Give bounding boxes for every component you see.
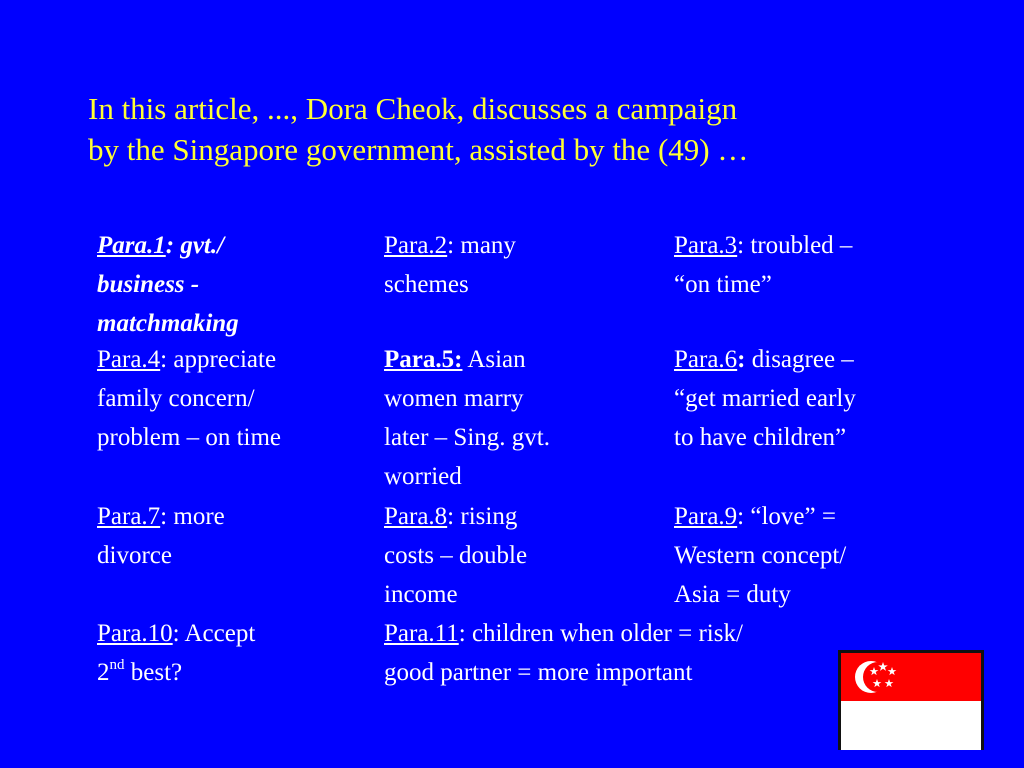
para-5-text-3: later – Sing. gvt. [384,424,550,451]
para-2-label: Para.2 [384,232,448,259]
para-9-label: Para.9 [674,503,738,530]
para-9-text-3: Asia = duty [674,581,791,608]
para-5-text: Asian [462,346,526,373]
para-1-text-2: business - [97,271,200,298]
para-8-label: Para.8 [384,503,448,530]
para-10-note [97,614,367,692]
para-4-text: : appreciate [160,346,277,373]
para-6-label: Para.6 [674,346,738,373]
crescent-stars-icon [841,653,981,701]
para-9-text: : “love” = [737,503,836,530]
para-7-label: Para.7 [97,503,161,530]
para-6-text-3: to have children” [674,424,847,451]
para-5-text-4: worried [384,463,462,490]
title-line-2: by the Singapore government, assisted by the (49) … [88,132,749,167]
para-1-label: Para.1 [97,232,166,259]
para-1-note [97,226,367,343]
para-1-text-3: matchmaking [97,310,239,337]
para-10-superscript: nd [109,656,125,673]
para-4-text-3: problem – on time [97,424,281,451]
para-9-note [674,497,944,614]
para-4-note [97,340,367,457]
para-7-note [97,497,367,575]
para-4-label: Para.4 [97,346,161,373]
para-3-label: Para.3 [674,232,738,259]
para-7-text: : more [160,503,225,530]
para-11-text-2: good partner = more important [384,659,693,686]
para-2-text-2: schemes [384,271,469,298]
para-6-note [674,340,944,457]
title-line-1: In this article, ..., Dora Cheok, discusses a campaign [88,91,738,126]
para-8-text-2: costs – double [384,542,528,569]
para-11-label: Para.11 [384,620,459,647]
para-11-text: : children when older = risk/ [458,620,743,647]
para-4-text-2: family concern/ [97,385,255,412]
para-10-text: : Accept [172,620,256,647]
para-1-text: : gvt./ [165,232,225,259]
para-2-text: : many [447,232,516,259]
para-3-text: : troubled – [737,232,853,259]
para-3-text-2: “on time” [674,271,772,298]
para-10-text-3: best? [124,659,183,686]
para-6-text-2: “get married early [674,385,856,412]
para-5-note [384,340,654,496]
para-6-colon: : [737,346,746,373]
para-2-note [384,226,654,304]
para-8-text: : rising [447,503,518,530]
para-5-text-2: women marry [384,385,524,412]
para-7-text-2: divorce [97,542,172,569]
para-10-label: Para.10 [97,620,173,647]
para-6-text: disagree – [745,346,854,373]
slide-title [88,88,968,170]
para-10-text-2: 2 [97,659,110,686]
para-5-label: Para.5: [384,346,463,373]
para-8-note [384,497,654,614]
para-3-note [674,226,944,304]
para-9-text-2: Western concept/ [674,542,847,569]
singapore-flag-icon [838,650,984,750]
para-8-text-3: income [384,581,458,608]
flag-white-band [841,701,981,750]
